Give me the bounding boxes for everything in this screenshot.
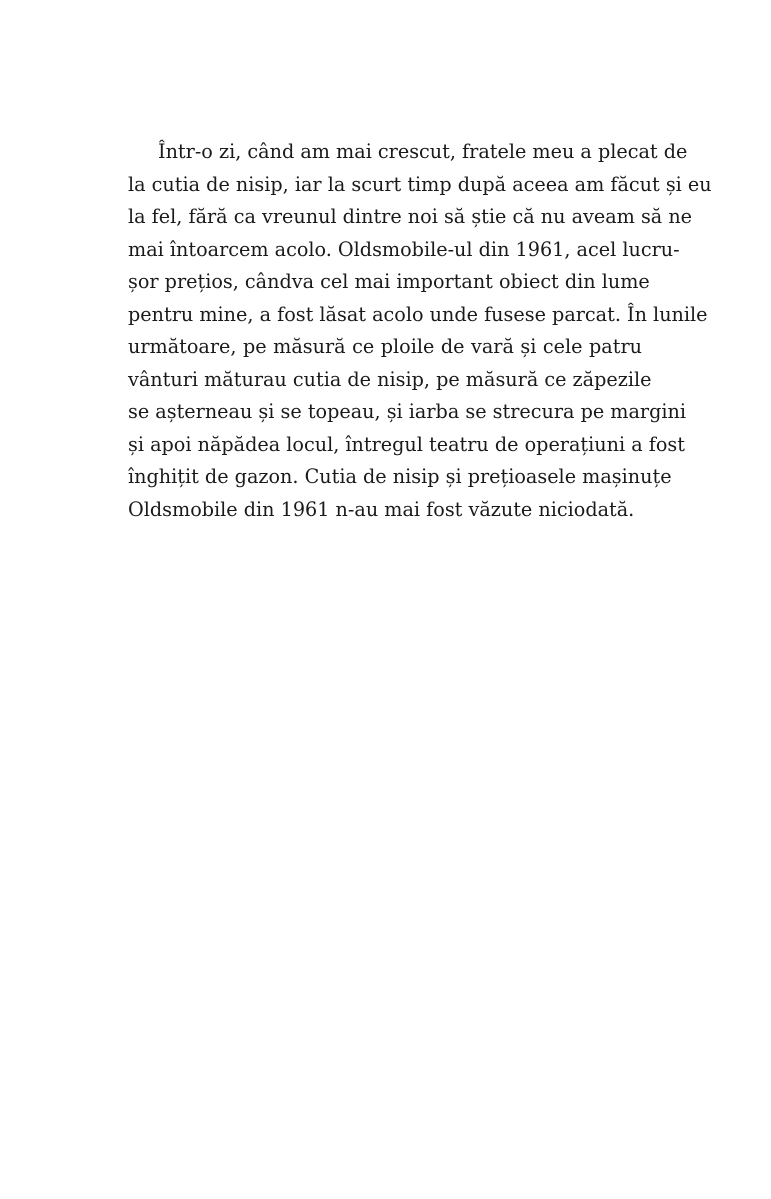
- text-line: și apoi năpădea locul, întregul teatru de operațiuni a fost: [128, 432, 685, 456]
- text-line: Oldsmobile din 1961 n-au mai fost văzute niciodată.: [128, 497, 635, 521]
- body-paragraph: [128, 136, 712, 526]
- text-line: înghițit de gazon. Cutia de nisip și prețioasele mașinuțe: [128, 465, 672, 488]
- text-line: vânturi măturau cutia de nisip, pe măsură ce zăpezile: [128, 367, 652, 391]
- text-line: pentru mine, a fost lăsat acolo unde fusese parcat. În lunile: [128, 302, 708, 326]
- text-line: șor prețios, cândva cel mai important obiect din lume: [128, 270, 650, 293]
- text-line: la cutia de nisip, iar la scurt timp după aceea am făcut și eu: [128, 172, 712, 196]
- text-line: următoare, pe măsură ce ploile de vară și cele patru: [128, 335, 642, 358]
- text-line: mai întoarcem acolo. Oldsmobile-ul din 1961, acel lucru-: [128, 237, 680, 261]
- text-line: se așterneau și se topeau, și iarba se strecura pe margini: [128, 400, 687, 423]
- text-line: la fel, fără ca vreunul dintre noi să știe că nu aveam să ne: [128, 205, 693, 228]
- text-line: Într-o zi, când am mai crescut, fratele meu a plecat de: [158, 140, 688, 163]
